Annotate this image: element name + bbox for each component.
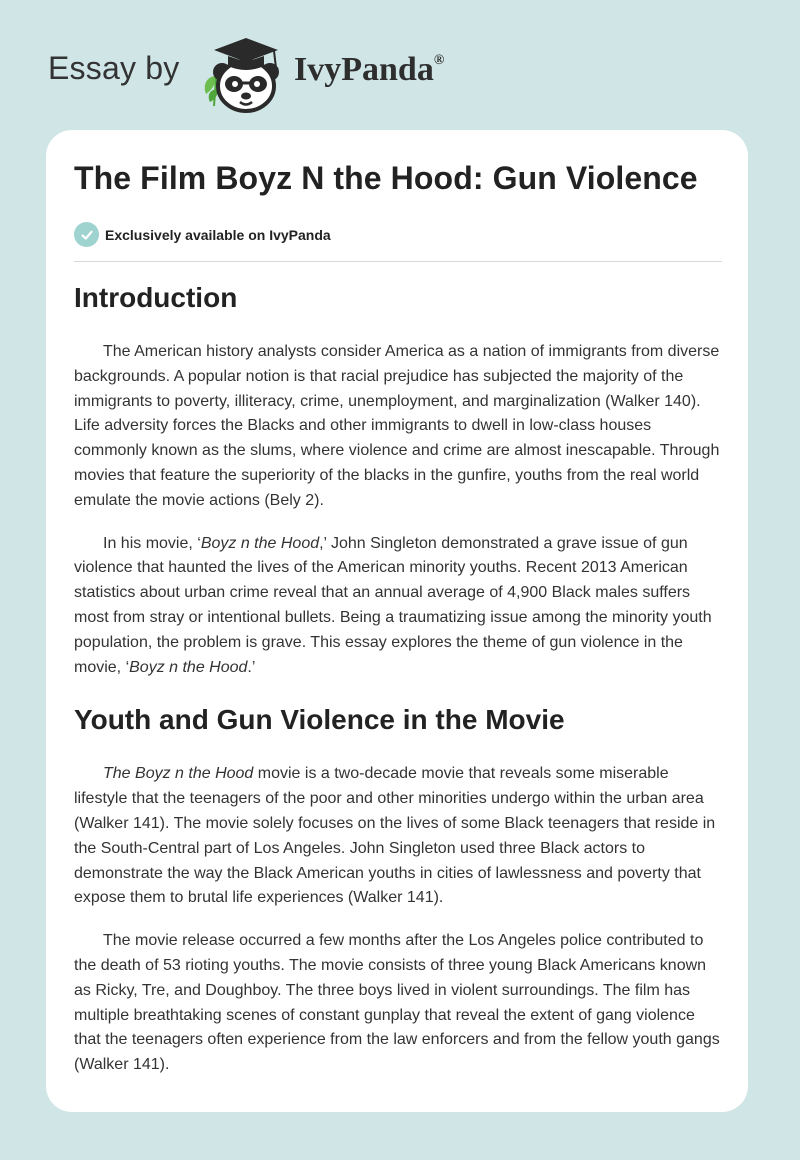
checkmark-icon — [74, 222, 99, 247]
panda-graduate-icon[interactable] — [200, 32, 292, 114]
badge-text: Exclusively available on IvyPanda — [105, 226, 331, 243]
paragraph: The American history analysts consider America as a nation of immigrants from diverse backgrounds. A popular notion is that racial prejudice has subjected the majority of the immigrants to poverty, illiteracy, crime, unemployment, and marginalization (Walker 140). Life adversity forces the Blacks and other immigrants to dwell in low-class houses commonly known as the slums, where violence and crime are almost inescapable. Through movies that feature the superiority of the blacks in the gunfire, youths from the real world emulate the movie actions (Bely 2). — [74, 343, 720, 509]
page-title: The Film Boyz N the Hood: Gun Violence — [74, 160, 698, 196]
paragraph: The Boyz n the Hood movie is a two-decade movie that reveals some miserable lifestyle that the teenagers of the poor and other minorities undergo within the urban area (Walker 141). The movie solely focuses on the lives of some Black teenagers that reside in the South-Central part of Los Angeles. John Singleton used three Black actors to demonstrate the way the Black American youths in cities of lawlessness and poverty that expose them to brutal life experiences (Walker 141). — [74, 765, 716, 907]
section-heading-youth-gun-violence: Youth and Gun Violence in the Movie — [74, 704, 565, 736]
brand-prefix: Essay by — [48, 50, 180, 86]
site-header — [0, 0, 800, 130]
essay-body — [74, 282, 724, 1078]
essay-card — [46, 130, 748, 1112]
exclusive-badge — [74, 222, 331, 247]
paragraph: In his movie, ‘Boyz n the Hood,’ John Singleton demonstrated a grave issue of gun violence that haunted the lives of the American minority youths. Recent 2013 American statistics about urban crime reveal that an annual average of 4,900 Black males suffers most from stray or intentional bullets. Being a traumatizing issue among the minority youth population, the problem is grave. This essay explores the theme of gun violence in the movie, ‘Boyz n the Hood.’ — [74, 534, 712, 676]
divider — [74, 261, 722, 262]
section-heading-introduction: Introduction — [74, 282, 238, 313]
paragraph: The movie release occurred a few months after the Los Angeles police contributed to the death of 53 rioting youths. The movie consists of three young Black Americans known as Ricky, Tre, and Doughboy. The three boys lived in violent surroundings. The film has multiple breathtaking scenes of constant gunplay that reveal the extent of gang violence that the teenagers often experience from the law enforcers and from the fellow youth gangs (Walker 141). — [74, 932, 720, 1074]
brand-name[interactable]: IvyPanda® — [294, 51, 445, 88]
